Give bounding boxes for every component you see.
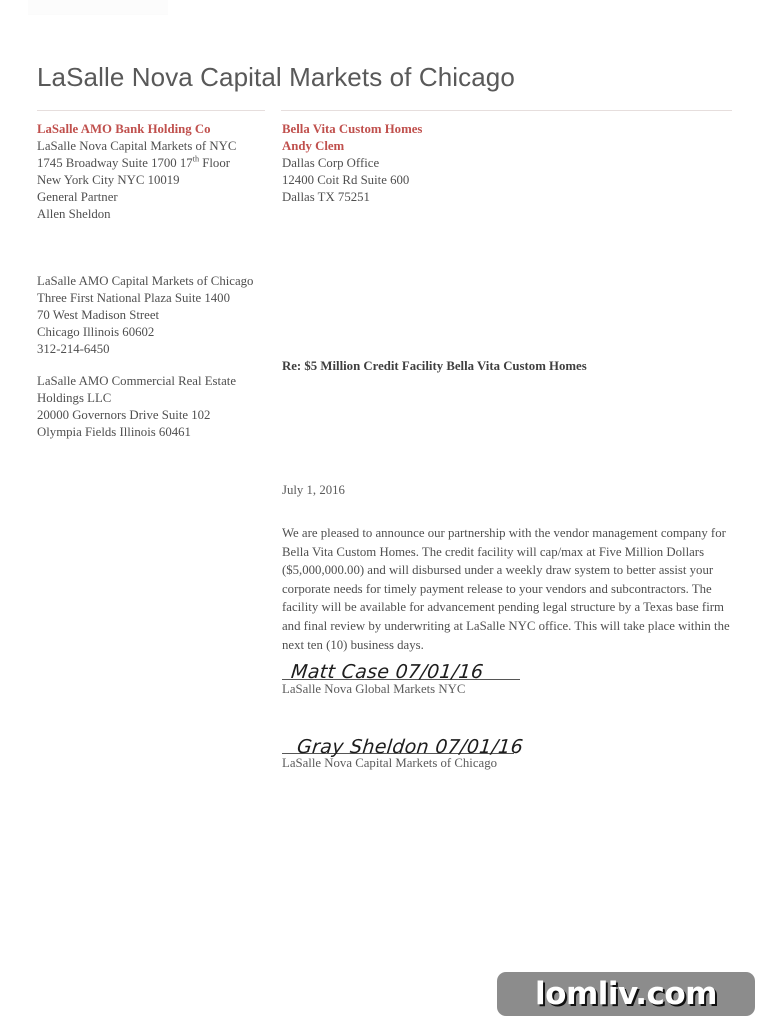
header-divider-right	[281, 110, 732, 111]
signature-block-2	[282, 736, 525, 771]
page-title: LaSalle Nova Capital Markets of Chicago	[37, 62, 515, 92]
recipient-address-block	[282, 121, 542, 206]
signature-handwriting: Matt Case 07/01/16	[290, 661, 485, 683]
holdings-line-4: Olympia Fields Illinois 60461	[37, 425, 191, 439]
holdings-line-2: Holdings LLC	[37, 391, 112, 405]
sender-heading: LaSalle AMO Bank Holding Co	[37, 122, 211, 136]
letter-date: July 1, 2016	[282, 483, 345, 497]
watermark-text: lomliv.com	[535, 976, 717, 1012]
signature-block-1	[282, 661, 520, 697]
chicago-phone: 312-214-6450	[37, 342, 110, 356]
watermark-badge	[497, 972, 755, 1016]
holdings-line-3: 20000 Governors Drive Suite 102	[37, 408, 211, 422]
sender-street-prefix: 1745 Broadway Suite 1700 17	[37, 156, 193, 170]
sender-line-1: LaSalle Nova Capital Markets of NYC	[37, 139, 237, 153]
sender-line-2	[37, 155, 277, 172]
holdings-line-1: LaSalle AMO Commercial Real Estate	[37, 374, 237, 388]
recipient-line-1: Dallas Corp Office	[282, 156, 380, 170]
sender-line-5: Allen Sheldon	[37, 207, 111, 221]
chicago-line-4: Chicago Illinois 60602	[37, 325, 155, 339]
sender-street-suffix: Floor	[199, 156, 230, 170]
recipient-contact: Andy Clem	[282, 139, 345, 153]
letter-body-paragraph: We are pleased to announce our partnership with the vendor management company for Bella Vita Custom Homes. The credit facility will cap/max at Five Million Dollars ($5,000,000.00) and will disbursed under a weekly draw system to better assist your corporate needs for timely payment release to your vendors and subcontractors. The facility will be available for advancement pending legal structure by a Texas base firm and final review by underwriting at LaSalle NYC office. This will take place within the next ten (10) business days.	[282, 526, 730, 652]
recipient-line-2: 12400 Coit Rd Suite 600	[282, 173, 410, 187]
sender-street-ordinal: th	[192, 154, 200, 164]
chicago-line-2: Three First National Plaza Suite 1400	[37, 291, 230, 305]
subject-line: Re: $5 Million Credit Facility Bella Vita Custom Homes	[282, 359, 587, 373]
sender-address-block	[37, 121, 277, 223]
signature-caption: LaSalle Nova Global Markets NYC	[282, 682, 466, 696]
chicago-line-1: LaSalle AMO Capital Markets of Chicago	[37, 274, 254, 288]
chicago-line-3: 70 West Madison Street	[37, 308, 160, 322]
top-edge-artifact	[28, 0, 168, 15]
holdings-address-block	[37, 373, 277, 441]
recipient-line-3: Dallas TX 75251	[282, 190, 370, 204]
signature-handwriting: Gray Sheldon 07/01/16	[296, 736, 525, 758]
sender-line-4: General Partner	[37, 190, 118, 204]
signature-caption: LaSalle Nova Capital Markets of Chicago	[282, 756, 497, 770]
header-divider-left	[37, 110, 265, 111]
chicago-office-block	[37, 273, 277, 358]
recipient-company: Bella Vita Custom Homes	[282, 122, 423, 136]
sender-line-3: New York City NYC 10019	[37, 173, 180, 187]
